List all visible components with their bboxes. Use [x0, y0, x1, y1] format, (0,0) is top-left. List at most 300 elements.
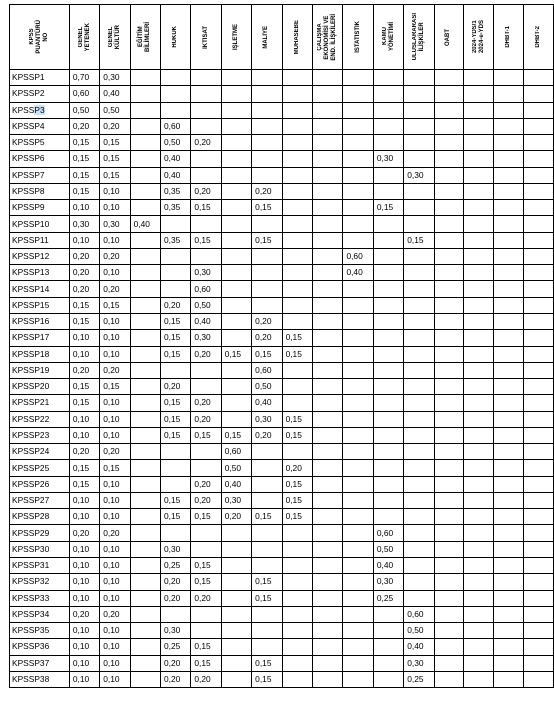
weight-cell	[524, 444, 554, 460]
weight-cell	[221, 606, 251, 622]
weight-cell	[464, 671, 494, 687]
weight-cell	[373, 655, 403, 671]
weight-cell	[494, 313, 524, 329]
weight-cell	[343, 70, 373, 86]
weight-cell	[312, 411, 342, 427]
weight-cell	[464, 167, 494, 183]
row-code: KPSSP29	[10, 525, 70, 541]
weight-cell	[312, 655, 342, 671]
weight-cell	[312, 492, 342, 508]
weight-cell	[494, 460, 524, 476]
weight-cell	[464, 216, 494, 232]
weight-cell	[221, 313, 251, 329]
weight-cell	[252, 151, 282, 167]
weight-cell	[494, 444, 524, 460]
weight-cell: 0,10	[100, 427, 130, 443]
weight-cell: 0,15	[69, 183, 99, 199]
weight-cell	[343, 135, 373, 151]
weight-cell: 0,20	[100, 281, 130, 297]
row-code: KPSSP15	[10, 297, 70, 313]
weight-cell: 0,10	[100, 330, 130, 346]
table-row	[10, 118, 554, 134]
weight-cell	[434, 313, 464, 329]
kpss-weights-table	[9, 4, 554, 688]
weight-cell: 0,10	[100, 590, 130, 606]
weight-cell	[524, 216, 554, 232]
table-body	[10, 70, 554, 688]
weight-cell	[312, 167, 342, 183]
weight-cell	[130, 655, 160, 671]
weight-cell	[252, 639, 282, 655]
weight-cell: 0,15	[100, 460, 130, 476]
weight-cell: 0,10	[100, 200, 130, 216]
weight-cell	[343, 525, 373, 541]
weight-cell	[373, 281, 403, 297]
weight-cell	[494, 509, 524, 525]
weight-cell	[524, 330, 554, 346]
weight-cell	[464, 395, 494, 411]
weight-cell: 0,20	[100, 362, 130, 378]
header-row	[10, 5, 554, 70]
weight-cell: 0,10	[100, 509, 130, 525]
row-code: KPSSP19	[10, 362, 70, 378]
weight-cell	[282, 379, 312, 395]
weight-cell: 0,10	[69, 346, 99, 362]
weight-cell	[343, 460, 373, 476]
table-row	[10, 232, 554, 248]
weight-cell	[404, 151, 434, 167]
weight-cell: 0,20	[191, 476, 221, 492]
row-code: KPSSP10	[10, 216, 70, 232]
weight-cell	[130, 265, 160, 281]
weight-cell	[494, 297, 524, 313]
weight-cell	[252, 541, 282, 557]
weight-cell	[494, 281, 524, 297]
table-row	[10, 379, 554, 395]
weight-cell	[312, 427, 342, 443]
weight-cell	[404, 525, 434, 541]
weight-cell	[161, 606, 191, 622]
weight-cell	[191, 151, 221, 167]
weight-cell	[494, 216, 524, 232]
weight-cell	[373, 411, 403, 427]
weight-cell	[524, 492, 554, 508]
weight-cell	[404, 183, 434, 199]
weight-cell	[282, 200, 312, 216]
weight-cell	[161, 525, 191, 541]
weight-cell: 0,15	[69, 167, 99, 183]
weight-cell	[130, 427, 160, 443]
weight-cell: 0,20	[191, 590, 221, 606]
row-code: KPSSP22	[10, 411, 70, 427]
weight-cell	[161, 362, 191, 378]
weight-cell	[373, 476, 403, 492]
weight-cell	[252, 476, 282, 492]
table-row	[10, 346, 554, 362]
weight-cell	[373, 313, 403, 329]
column-header-label: DHBT-1	[505, 26, 512, 48]
weight-cell	[434, 411, 464, 427]
weight-cell	[524, 395, 554, 411]
weight-cell	[434, 574, 464, 590]
weight-cell: 0,20	[161, 655, 191, 671]
weight-cell: 0,60	[252, 362, 282, 378]
weight-cell	[434, 330, 464, 346]
weight-cell	[130, 232, 160, 248]
weight-cell: 0,15	[221, 346, 251, 362]
weight-cell	[252, 492, 282, 508]
row-code	[10, 102, 70, 118]
weight-cell	[373, 167, 403, 183]
weight-cell	[312, 151, 342, 167]
table-row	[10, 297, 554, 313]
weight-cell	[373, 248, 403, 264]
weight-cell	[221, 557, 251, 573]
weight-cell	[373, 492, 403, 508]
weight-cell	[252, 297, 282, 313]
column-header	[464, 5, 494, 70]
weight-cell	[494, 135, 524, 151]
weight-cell	[312, 574, 342, 590]
weight-cell	[221, 671, 251, 687]
page	[9, 4, 554, 688]
weight-cell	[373, 395, 403, 411]
weight-cell: 0,15	[69, 395, 99, 411]
weight-cell	[464, 200, 494, 216]
weight-cell	[373, 118, 403, 134]
weight-cell	[524, 623, 554, 639]
weight-cell	[524, 541, 554, 557]
weight-cell	[524, 639, 554, 655]
weight-cell	[312, 639, 342, 655]
weight-cell	[130, 86, 160, 102]
column-header	[282, 5, 312, 70]
weight-cell	[524, 265, 554, 281]
row-code: KPSSP26	[10, 476, 70, 492]
weight-cell: 0,20	[252, 330, 282, 346]
weight-cell	[404, 460, 434, 476]
table-row	[10, 606, 554, 622]
weight-cell	[494, 655, 524, 671]
weight-cell	[404, 265, 434, 281]
weight-cell	[130, 590, 160, 606]
weight-cell	[312, 362, 342, 378]
weight-cell	[252, 167, 282, 183]
weight-cell	[524, 525, 554, 541]
weight-cell	[373, 183, 403, 199]
weight-cell: 0,10	[100, 313, 130, 329]
weight-cell	[373, 379, 403, 395]
weight-cell	[282, 232, 312, 248]
weight-cell: 0,15	[161, 313, 191, 329]
column-header-label: İŞLETME	[232, 23, 239, 50]
weight-cell	[404, 70, 434, 86]
weight-cell	[282, 183, 312, 199]
weight-cell	[434, 102, 464, 118]
weight-cell: 0,40	[161, 151, 191, 167]
weight-cell: 0,15	[191, 509, 221, 525]
row-code: KPSSP7	[10, 167, 70, 183]
weight-cell	[464, 623, 494, 639]
weight-cell	[252, 248, 282, 264]
weight-cell	[252, 281, 282, 297]
weight-cell	[130, 606, 160, 622]
weight-cell	[312, 623, 342, 639]
table-row	[10, 362, 554, 378]
weight-cell: 0,30	[373, 574, 403, 590]
weight-cell: 0,15	[161, 395, 191, 411]
weight-cell	[221, 183, 251, 199]
table-row	[10, 135, 554, 151]
weight-cell: 0,20	[100, 118, 130, 134]
weight-cell	[221, 248, 251, 264]
weight-cell	[373, 427, 403, 443]
weight-cell	[494, 590, 524, 606]
weight-cell: 0,40	[161, 167, 191, 183]
weight-cell: 0,60	[161, 118, 191, 134]
weight-cell	[221, 86, 251, 102]
row-code: KPSSP24	[10, 444, 70, 460]
weight-cell	[343, 183, 373, 199]
weight-cell: 0,40	[252, 395, 282, 411]
weight-cell	[221, 623, 251, 639]
weight-cell	[130, 557, 160, 573]
weight-cell: 0,15	[161, 346, 191, 362]
weight-cell	[524, 509, 554, 525]
weight-cell	[404, 346, 434, 362]
weight-cell	[434, 444, 464, 460]
weight-cell	[464, 265, 494, 281]
weight-cell: 0,15	[161, 492, 191, 508]
weight-cell	[130, 313, 160, 329]
weight-cell	[221, 639, 251, 655]
weight-cell	[282, 623, 312, 639]
weight-cell	[252, 606, 282, 622]
row-code: KPSSP8	[10, 183, 70, 199]
weight-cell	[464, 655, 494, 671]
weight-cell: 0,40	[404, 639, 434, 655]
weight-cell	[434, 655, 464, 671]
row-code: KPSSP2	[10, 86, 70, 102]
weight-cell	[312, 557, 342, 573]
weight-cell: 0,15	[191, 557, 221, 573]
weight-cell	[524, 102, 554, 118]
weight-cell: 0,25	[404, 671, 434, 687]
weight-cell	[221, 70, 251, 86]
weight-cell	[464, 313, 494, 329]
weight-cell: 0,30	[221, 492, 251, 508]
weight-cell	[252, 135, 282, 151]
weight-cell	[343, 330, 373, 346]
table-row	[10, 102, 554, 118]
weight-cell	[494, 476, 524, 492]
weight-cell	[434, 281, 464, 297]
weight-cell	[282, 248, 312, 264]
row-code: KPSSP18	[10, 346, 70, 362]
weight-cell	[221, 655, 251, 671]
weight-cell	[373, 330, 403, 346]
weight-cell: 0,25	[161, 557, 191, 573]
weight-cell	[282, 102, 312, 118]
weight-cell	[494, 541, 524, 557]
weight-cell	[494, 232, 524, 248]
weight-cell: 0,15	[100, 135, 130, 151]
weight-cell: 0,15	[252, 574, 282, 590]
table-row	[10, 541, 554, 557]
column-header-label: KAMU YÖNETİMİ	[381, 22, 395, 52]
weight-cell	[161, 444, 191, 460]
weight-cell: 0,10	[69, 427, 99, 443]
table-row	[10, 395, 554, 411]
weight-cell	[130, 330, 160, 346]
weight-cell	[434, 606, 464, 622]
weight-cell	[343, 476, 373, 492]
row-code: KPSSP1	[10, 70, 70, 86]
weight-cell	[221, 411, 251, 427]
weight-cell	[464, 476, 494, 492]
weight-cell	[373, 102, 403, 118]
table-row	[10, 492, 554, 508]
weight-cell	[130, 379, 160, 395]
weight-cell: 0,15	[161, 411, 191, 427]
weight-cell	[404, 379, 434, 395]
weight-cell: 0,30	[252, 411, 282, 427]
weight-cell	[464, 102, 494, 118]
weight-cell	[373, 362, 403, 378]
weight-cell	[221, 362, 251, 378]
weight-cell	[161, 281, 191, 297]
weight-cell: 0,60	[221, 444, 251, 460]
table-row	[10, 183, 554, 199]
weight-cell	[191, 70, 221, 86]
table-row	[10, 167, 554, 183]
weight-cell	[312, 248, 342, 264]
weight-cell: 0,30	[191, 265, 221, 281]
weight-cell: 0,10	[100, 232, 130, 248]
weight-cell	[130, 183, 160, 199]
column-header	[434, 5, 464, 70]
row-code: KPSSP23	[10, 427, 70, 443]
weight-cell	[161, 476, 191, 492]
weight-cell	[434, 509, 464, 525]
weight-cell	[494, 379, 524, 395]
row-code: KPSSP21	[10, 395, 70, 411]
weight-cell	[464, 362, 494, 378]
weight-cell: 0,20	[191, 492, 221, 508]
weight-cell	[464, 281, 494, 297]
weight-cell: 0,35	[161, 232, 191, 248]
weight-cell: 0,15	[252, 509, 282, 525]
weight-cell	[494, 639, 524, 655]
weight-cell	[373, 460, 403, 476]
weight-cell: 0,50	[221, 460, 251, 476]
weight-cell	[434, 86, 464, 102]
weight-cell: 0,15	[69, 313, 99, 329]
weight-cell	[434, 118, 464, 134]
weight-cell	[161, 216, 191, 232]
weight-cell	[404, 200, 434, 216]
weight-cell	[191, 216, 221, 232]
row-code: KPSSP14	[10, 281, 70, 297]
weight-cell: 0,30	[404, 655, 434, 671]
weight-cell	[434, 248, 464, 264]
row-code: KPSSP11	[10, 232, 70, 248]
weight-cell	[494, 86, 524, 102]
weight-cell: 0,10	[100, 265, 130, 281]
weight-cell: 0,60	[343, 248, 373, 264]
weight-cell	[373, 606, 403, 622]
weight-cell	[130, 411, 160, 427]
weight-cell	[252, 118, 282, 134]
weight-cell	[282, 639, 312, 655]
weight-cell: 0,10	[100, 541, 130, 557]
weight-cell	[434, 135, 464, 151]
weight-cell	[130, 167, 160, 183]
weight-cell	[191, 379, 221, 395]
table-row	[10, 639, 554, 655]
weight-cell	[494, 70, 524, 86]
weight-cell	[161, 460, 191, 476]
weight-cell	[282, 313, 312, 329]
weight-cell	[404, 313, 434, 329]
table-row	[10, 70, 554, 86]
weight-cell: 0,15	[252, 200, 282, 216]
row-code: KPSSP27	[10, 492, 70, 508]
weight-cell	[494, 248, 524, 264]
weight-cell: 0,15	[282, 492, 312, 508]
weight-cell	[404, 411, 434, 427]
weight-cell: 0,10	[100, 183, 130, 199]
row-code: KPSSP33	[10, 590, 70, 606]
weight-cell: 0,20	[69, 525, 99, 541]
weight-cell	[404, 574, 434, 590]
weight-cell: 0,25	[373, 590, 403, 606]
column-header	[524, 5, 554, 70]
table-row	[10, 590, 554, 606]
weight-cell: 0,20	[100, 444, 130, 460]
weight-cell	[282, 70, 312, 86]
weight-cell: 0,20	[191, 183, 221, 199]
weight-cell: 0,20	[69, 606, 99, 622]
weight-cell: 0,60	[191, 281, 221, 297]
weight-cell	[282, 216, 312, 232]
weight-cell: 0,15	[100, 151, 130, 167]
weight-cell	[343, 86, 373, 102]
row-code-text: KPSS	[12, 104, 35, 115]
column-header-label: ÖABT	[445, 28, 452, 46]
weight-cell	[524, 313, 554, 329]
weight-cell	[312, 200, 342, 216]
weight-cell	[404, 427, 434, 443]
weight-cell: 0,15	[252, 232, 282, 248]
weight-cell	[312, 444, 342, 460]
weight-cell: 0,20	[252, 183, 282, 199]
weight-cell: 0,15	[252, 590, 282, 606]
weight-cell	[524, 297, 554, 313]
weight-cell	[404, 281, 434, 297]
weight-cell: 0,15	[373, 200, 403, 216]
row-code: KPSSP34	[10, 606, 70, 622]
weight-cell: 0,30	[69, 216, 99, 232]
row-code: KPSSP36	[10, 639, 70, 655]
weight-cell	[464, 411, 494, 427]
weight-cell	[434, 590, 464, 606]
weight-cell	[221, 395, 251, 411]
weight-cell	[524, 655, 554, 671]
weight-cell: 0,15	[282, 509, 312, 525]
weight-cell	[524, 606, 554, 622]
weight-cell: 0,10	[69, 623, 99, 639]
